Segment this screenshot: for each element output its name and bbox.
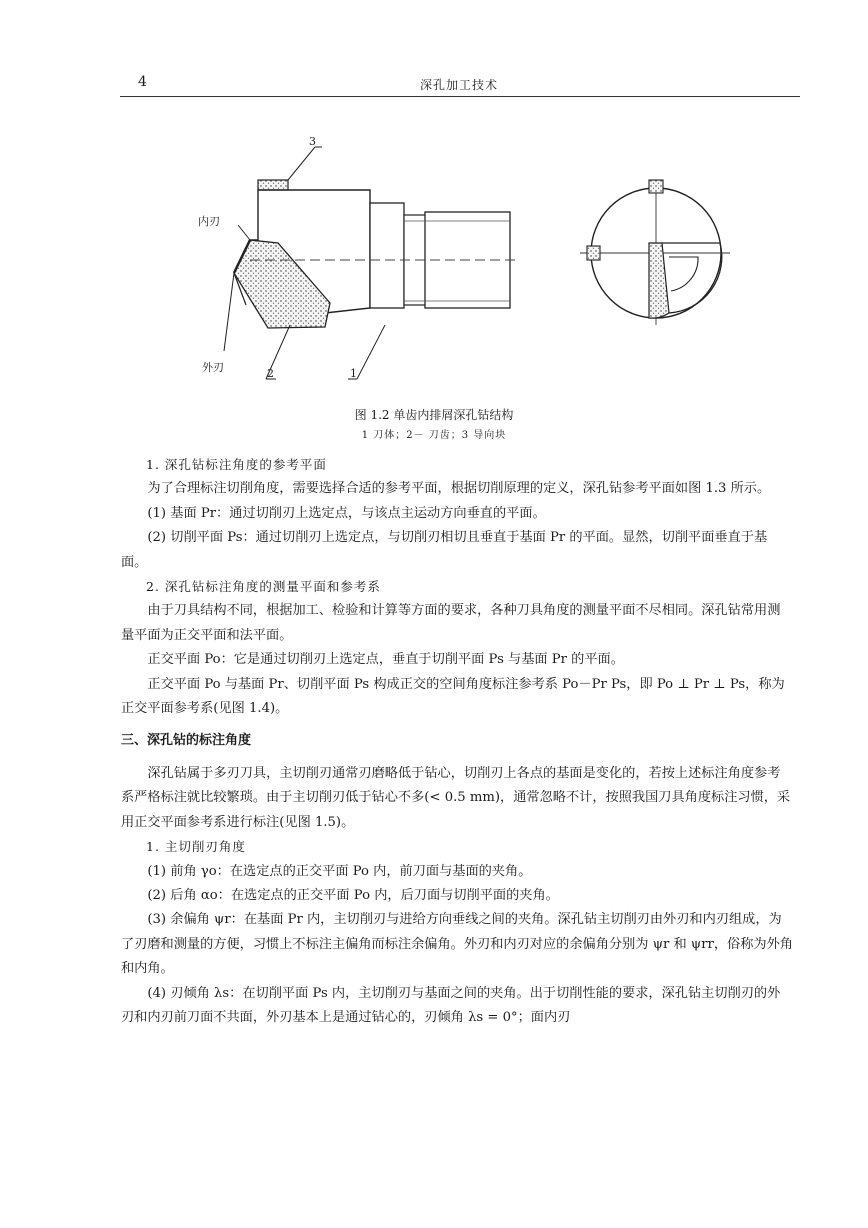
label-inner-edge: 内刃 bbox=[198, 215, 220, 228]
cutter-tooth bbox=[234, 240, 330, 328]
drill-structure-figure bbox=[190, 125, 750, 395]
label-cutter-tooth: 2 bbox=[267, 367, 274, 380]
label-drill-body: 1 bbox=[350, 367, 357, 380]
label-guide-block: 3 bbox=[309, 135, 316, 148]
end-view bbox=[580, 180, 730, 325]
paragraph: (4) 刃倾角 λs：在切削平面 Ps 内，主切削刃与基面之间的夹角。出于切削性能的要求，深孔钻主切削刃的外刃和内刃前刀面不共面，外刃基本上是通过钻心的，刃倾角 λs = 0°；面内刃 bbox=[121, 985, 781, 1025]
paragraph: (1) 基面 Pr：通过切削刃上选定点，与该点主运动方向垂直的平面。 bbox=[147, 505, 546, 521]
guide-block bbox=[258, 180, 288, 190]
paragraph: 正交平面 Po 与基面 Pr、切削平面 Ps 构成正交的空间角度标注参考系 Po－Pr Ps，即 Po ⊥ Pr ⊥ Ps，称为正交平面参考系(见图 1.4)。 bbox=[121, 676, 785, 717]
body-text bbox=[121, 453, 793, 1030]
shank-step bbox=[370, 203, 404, 308]
label-outer-edge: 外刃 bbox=[202, 361, 224, 374]
subheading: 2. 深孔钻标注角度的测量平面和参考系 bbox=[146, 579, 381, 595]
paragraph: 为了合理标注切削角度，需要选择合适的参考平面，根据切削原理的定义，深孔钻参考平面如图 1.3 所示。 bbox=[147, 481, 771, 497]
guide-block-left bbox=[587, 246, 600, 260]
section-heading: 三、深孔钻的标注角度 bbox=[121, 733, 252, 749]
subheading: 1. 主切削刃角度 bbox=[146, 839, 246, 855]
paragraph: (3) 余偏角 ψr：在基面 Pr 内，主切削刃与进给方向垂线之间的夹角。深孔钻主切削刃由外刃和内刃组成，为了刃磨和测量的方便，习惯上不标注主偏角而标注余偏角。外刃和内刃对应的余偏角分别为 ψr 和 ψrr，俗称为外角和内角。 bbox=[121, 912, 793, 977]
side-view bbox=[198, 135, 520, 380]
figure-caption: 图 1.2 单齿内排屑深孔钻结构 bbox=[354, 408, 514, 422]
header-rule bbox=[120, 96, 800, 97]
paragraph: 正交平面 Po：它是通过切削刃上选定点，垂直于切削平面 Ps 与基面 Pr 的平面。 bbox=[147, 652, 624, 668]
figure-legend: 1 刀体；2－ 刀齿；3 导向块 bbox=[361, 430, 507, 441]
subheading: 1. 深孔钻标注角度的参考平面 bbox=[146, 457, 327, 472]
paragraph: 由于刀具结构不同，根据加工、检验和计算等方面的要求，各种刀具角度的测量平面不尽相同。深孔钻常用测量平面为正交平面和法平面。 bbox=[121, 603, 781, 643]
running-title: 深孔加工技术 bbox=[420, 78, 499, 92]
paragraph: (1) 前角 γo：在选定点的正交平面 Po 内，前刀面与基面的夹角。 bbox=[147, 863, 532, 879]
paragraph: (2) 后角 αo：在选定点的正交平面 Po 内，后刀面与切削平面的夹角。 bbox=[147, 887, 559, 903]
page-header bbox=[120, 70, 800, 98]
paragraph: (2) 切削平面 Ps：通过切削刃上选定点，与切削刃相切且垂直于基面 Pr 的平面。显然，切削平面垂直于基面。 bbox=[121, 530, 768, 570]
paragraph: 深孔钻属于多刃刀具，主切削刃通常刃磨略低于钻心，切削刃上各点的基面是变化的，若按上述标注角度参考系严格标注就比较繁琐。由于主切削刃低于钻心不多(< 0.5 mm)，通常忽略不计，按照我国刀具角度标注习惯，采用正交平面参考系进行标注(见图 1.5)。 bbox=[121, 765, 791, 830]
guide-block-top bbox=[649, 180, 663, 193]
page-number: 4 bbox=[138, 74, 147, 90]
